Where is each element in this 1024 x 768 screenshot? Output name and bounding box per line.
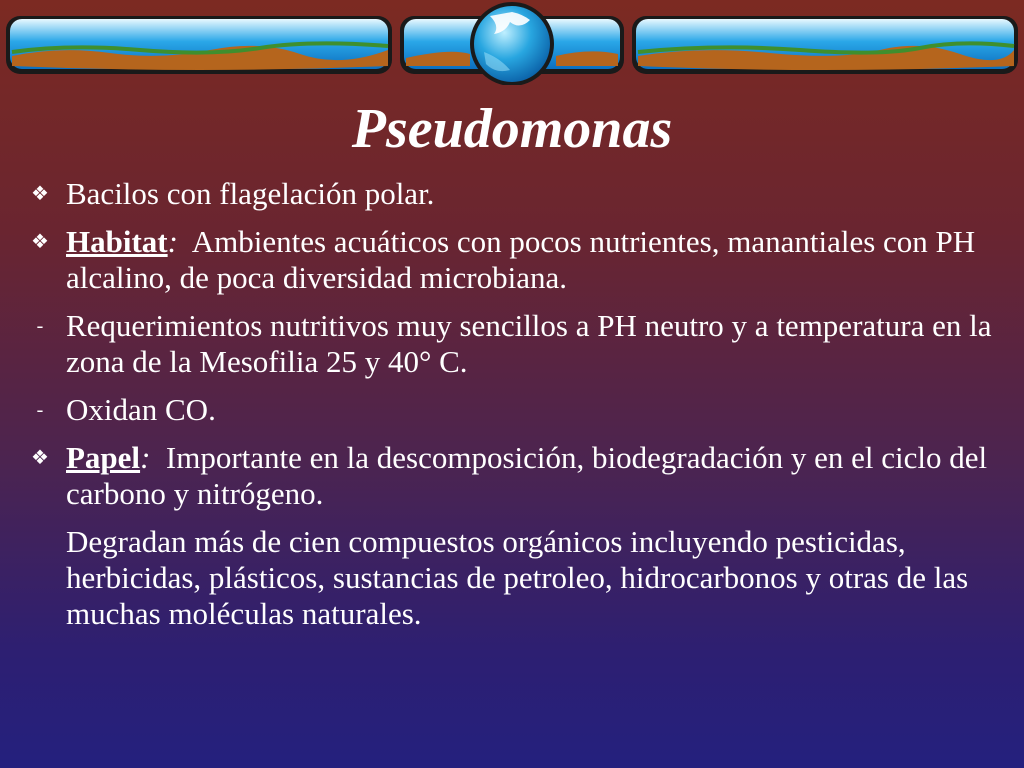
bullet-item	[28, 308, 998, 380]
bullet-colon: :	[167, 224, 178, 259]
paragraph: Degradan más de cien compuestos orgánicos incluyendo pesticidas, herbicidas, plásticos, sustancias de petroleo, hidrocarbonos y otras de las muchas moléculas naturales.	[66, 524, 969, 631]
bullet-text: Ambientes acuáticos con pocos nutrientes, manantiales con PH alcalino, de poca diversidad microbiana.	[66, 224, 976, 295]
bullet-diamond-icon: ❖	[31, 231, 49, 253]
slide-content	[28, 176, 998, 632]
globe-icon	[470, 2, 554, 85]
bullet-item	[28, 176, 998, 212]
bullet-item	[28, 392, 998, 428]
bullet-item	[28, 440, 998, 512]
bullet-item	[28, 224, 998, 296]
bullet-dash-icon: -	[36, 315, 44, 337]
right-banner-panel	[632, 16, 1018, 74]
bullet-text: Bacilos con flagelación polar.	[66, 176, 435, 211]
slide-title: Pseudomonas	[351, 98, 673, 160]
bullet-diamond-icon: ❖	[31, 447, 49, 469]
bullet-diamond-icon: ❖	[31, 183, 49, 205]
bullet-label-papel: Papel	[66, 440, 141, 475]
bullet-colon: :	[140, 440, 151, 475]
banner	[0, 0, 1024, 85]
bullet-text: Requerimientos nutritivos muy sencillos a PH neutro y a temperatura en la zona de la Mesofilia 25 y 40° C.	[66, 308, 992, 379]
bullet-dash-icon: -	[36, 399, 44, 421]
bullet-label-habitat: Habitat	[66, 224, 168, 259]
bullet-text: Importante en la descomposición, biodegradación y en el ciclo del carbono y nitrógeno.	[66, 440, 988, 511]
bullet-text: Oxidan CO.	[66, 392, 216, 427]
left-banner-panel	[6, 16, 392, 74]
